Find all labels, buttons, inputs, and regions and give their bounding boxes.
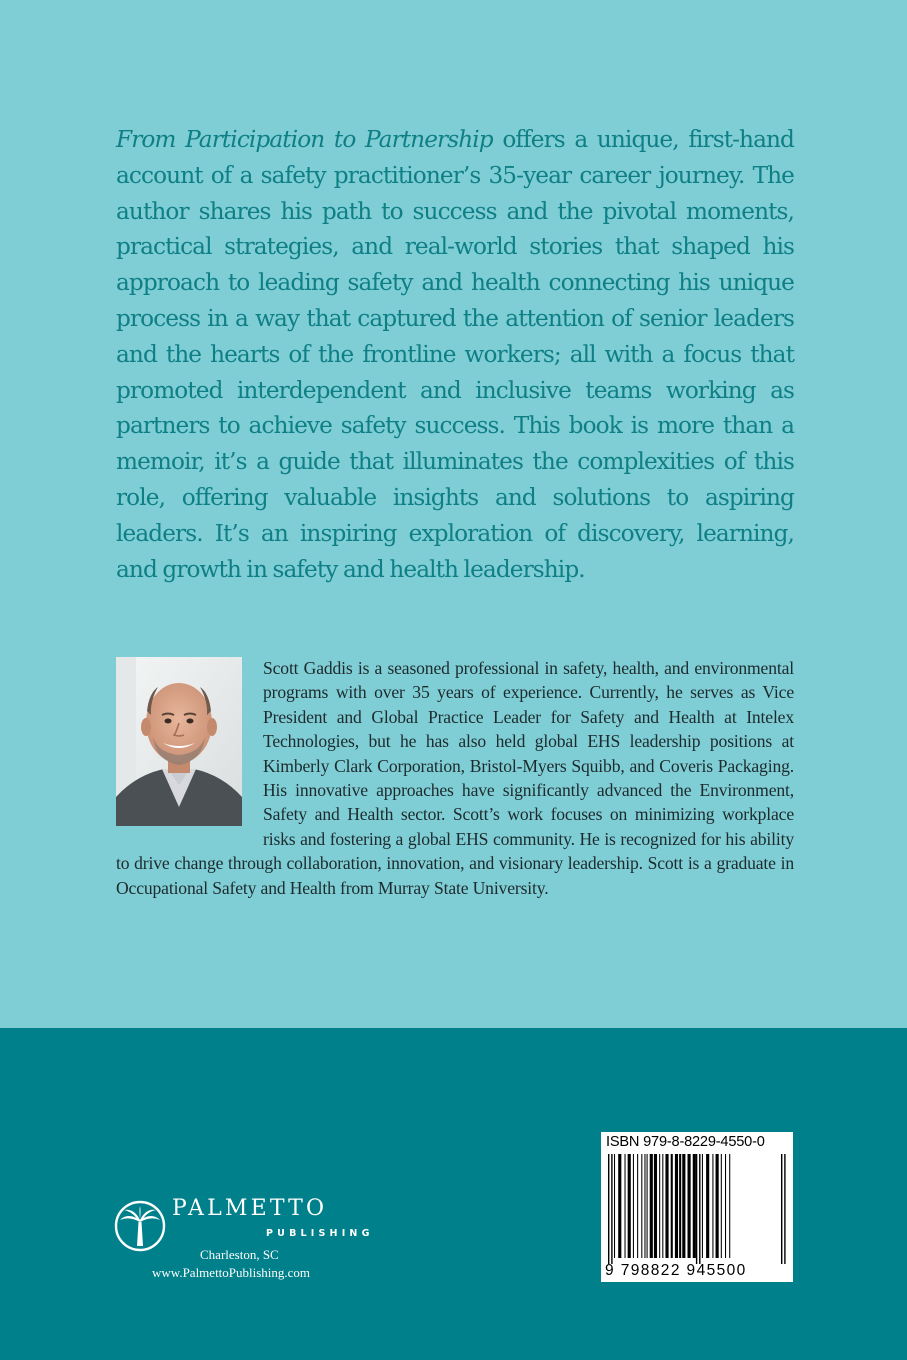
publisher-city: Charleston, SC	[200, 1247, 279, 1262]
barcode-bar	[706, 1154, 709, 1258]
blurb-text: offers a unique, first-hand account of a safety practitioner’s 35-year career journey. The author shares his path to success and the pivotal moments, practical strategies, and real-world stories that shaped his approach to leading safety and health connecting his unique process in a way that captured the attention of senior leaders and the hearts of the frontline workers; all with a focus that promoted interdependent and inclusive teams working as partners to achieve safety success. This book is more than a memoir, it’s a guide that illuminates the complexities of this role, offering valuable insights and solutions to aspiring leaders. It’s an inspiring exploration of discovery, learning, and growth in safety and health leadership.	[116, 126, 794, 583]
isbn-barcode	[601, 1132, 793, 1282]
barcode-bar	[702, 1154, 703, 1258]
barcode-bar	[654, 1154, 657, 1258]
barcode-bar	[682, 1154, 685, 1258]
photo-float-spacer	[116, 656, 242, 827]
barcode-bar	[665, 1154, 668, 1258]
barcode-bars	[607, 1154, 787, 1264]
barcode-bar	[693, 1154, 696, 1258]
barcode-guard-bar	[611, 1154, 612, 1264]
barcode-bar	[650, 1154, 653, 1258]
barcode-bar	[721, 1154, 722, 1258]
barcode-bar	[716, 1154, 719, 1258]
barcode-bar	[679, 1154, 681, 1258]
barcode-bar	[633, 1154, 634, 1258]
isbn-label: ISBN 979-8-8229-4550-0	[606, 1134, 765, 1150]
palm-tree-icon	[114, 1200, 166, 1252]
barcode-guard-bar	[696, 1154, 697, 1264]
publisher-url: www.PalmettoPublishing.com	[152, 1265, 311, 1280]
isbn-digits: 9 798822 945500	[605, 1262, 747, 1279]
book-blurb	[116, 122, 794, 587]
barcode-bar	[647, 1154, 648, 1258]
barcode-guard-bar	[784, 1154, 785, 1264]
author-bio-text: Scott Gaddis is a seasoned professional in safety, health, and environmental programs with over 35 years of experience. Currently, he serves as Vice President and Global Practice Leader for Safety and Health at Intelex Technologies, but he has also held global EHS leadership positions at Kimberly Clark Corporation, Bristol-Myers Squibb, and Coveris Packaging. His innovative approaches have significantly advanced the Environment, Safety and Health sector. Scott’s work focuses on minimizing workplace risks and fostering a global EHS community. He is recognized for his ability to drive change through collaboration, innovation, and visionary leadership. Scott is a graduate in Occupational Safety and Health from Murray State University.	[116, 658, 794, 898]
barcode-bar	[662, 1154, 663, 1258]
barcode-bar	[712, 1154, 713, 1258]
publisher-name: PALMETTO	[172, 1196, 328, 1221]
author-bio	[116, 656, 794, 900]
barcode-bar	[618, 1154, 621, 1258]
publisher-subtitle: PUBLISHING	[266, 1228, 374, 1239]
barcode-guard-bar	[608, 1154, 609, 1264]
publisher-logo	[114, 1196, 394, 1296]
barcode-guard-bar	[781, 1154, 782, 1264]
barcode-bar	[659, 1154, 660, 1258]
book-title: From Participation to Partnership	[116, 126, 493, 153]
barcode-bar	[614, 1154, 615, 1258]
barcode-bar	[688, 1154, 691, 1258]
barcode-bar	[641, 1154, 642, 1258]
barcode-bar	[725, 1154, 726, 1258]
barcode-bar	[644, 1154, 645, 1258]
barcode-bar	[675, 1154, 678, 1258]
barcode-bar	[637, 1154, 638, 1258]
barcode-guard-bar	[699, 1154, 700, 1264]
barcode-bar	[625, 1154, 626, 1258]
barcode-bar	[729, 1154, 730, 1258]
barcode-bar	[671, 1154, 673, 1258]
barcode-bar	[628, 1154, 631, 1258]
